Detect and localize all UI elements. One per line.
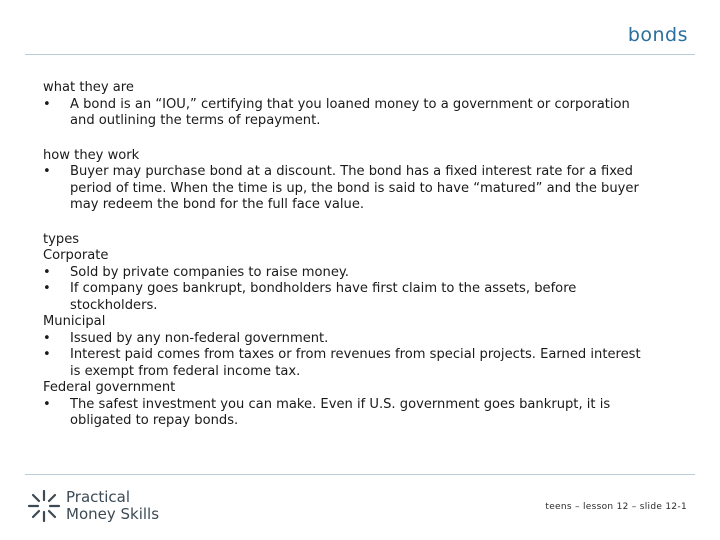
- bullet-icon: •: [43, 347, 51, 362]
- bullet-icon: •: [43, 330, 51, 346]
- bullet-icon: •: [43, 396, 51, 412]
- slide-footer-label: teens – lesson 12 – slide 12-1: [545, 502, 687, 512]
- logo-line-1: Practical: [66, 488, 131, 506]
- list-item: [43, 164, 653, 214]
- heading-types: types: [43, 231, 80, 247]
- list-item: [43, 331, 653, 348]
- starburst-logo-icon: [26, 488, 62, 524]
- subheading-municipal: Municipal: [43, 314, 106, 329]
- bullet-text: Interest paid comes from taxes or from revenues from special projects. Earned interest is exempt from federal income tax.: [70, 347, 641, 379]
- slide-title: bonds: [627, 24, 688, 46]
- list-item: [43, 97, 653, 130]
- title-divider: [25, 54, 695, 55]
- bullet-icon: •: [43, 264, 51, 280]
- bullet-text: Issued by any non-federal government.: [70, 330, 329, 346]
- bullet-text: Buyer may purchase bond at a discount. The bond has a fixed interest rate for a fixed period of time. When the time is up, the bond is said to have “matured” and the buyer may redeem the bond for the full face value.: [70, 164, 639, 212]
- footer-divider: [25, 474, 695, 475]
- list-item: [43, 397, 653, 430]
- bullet-icon: •: [43, 164, 51, 179]
- logo-line-2: Money Skills: [66, 505, 160, 523]
- bullet-text: A bond is an “IOU,” certifying that you loaned money to a government or corporation and outlining the terms of repayment.: [70, 96, 630, 128]
- bullet-text: The safest investment you can make. Even if U.S. government goes bankrupt, it is obligated to repay bonds.: [70, 396, 611, 428]
- slide-content: [43, 80, 653, 430]
- logo-wordmark: [66, 489, 159, 523]
- heading-what-they-are: what they are: [43, 80, 134, 95]
- subheading-corporate: Corporate: [43, 248, 109, 263]
- bullet-icon: •: [43, 96, 51, 112]
- bullet-text: If company goes bankrupt, bondholders have first claim to the assets, before stockholders.: [70, 281, 577, 313]
- bullet-text: Sold by private companies to raise money.: [70, 264, 349, 280]
- list-item: [43, 347, 653, 380]
- practical-money-skills-logo: [26, 488, 159, 524]
- heading-how-they-work: how they work: [43, 147, 140, 163]
- subheading-federal-government: Federal government: [43, 380, 176, 395]
- list-item: [43, 265, 653, 282]
- list-item: [43, 281, 653, 314]
- bullet-icon: •: [43, 281, 51, 296]
